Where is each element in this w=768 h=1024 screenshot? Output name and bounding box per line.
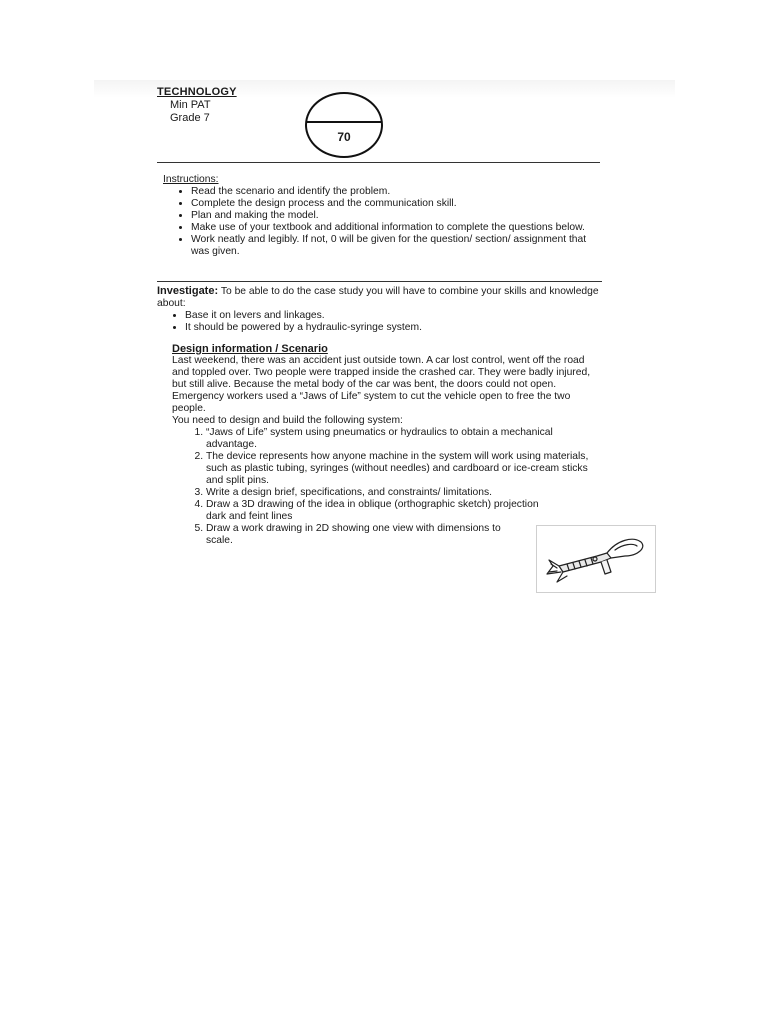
design-step: 5. Draw a work drawing in 2D showing one view with dimensions to scale. (206, 523, 506, 547)
instruction-item: • Read the scenario and identify the problem. (191, 186, 603, 198)
jaws-of-life-figure (536, 525, 656, 593)
investigate-item: • Base it on levers and linkages. (185, 310, 602, 322)
score-divider (307, 121, 381, 123)
instruction-item: • Make use of your textbook and additional information to complete the questions below. (191, 222, 603, 234)
instruction-item: • Work neatly and legibly. If not, 0 will be given for the question/ section/ assignment that was given. (191, 234, 603, 258)
assessment-name: Min PAT (170, 99, 211, 111)
total-marks: 70 (337, 130, 351, 144)
investigate-item: • It should be powered by a hydraulic-syringe system. (185, 322, 602, 334)
subject-title: TECHNOLOGY (157, 86, 237, 98)
design-step: 1. “Jaws of Life” system using pneumatics or hydraulics to obtain a mechanical advantage. (206, 427, 602, 451)
design-step: 4. Draw a 3D drawing of the idea in oblique (orthographic sketch) projection dark and feint lines (206, 499, 546, 523)
investigate-text: To be able to do the case study you will have to combine your skills and knowledge about: (157, 286, 599, 309)
grade-label: Grade 7 (170, 112, 210, 124)
instruction-item: • Complete the design process and the communication skill. (191, 198, 603, 210)
instructions-section (163, 174, 603, 258)
design-heading: Design information / Scenario (172, 343, 328, 355)
design-intro: You need to design and build the following system: (172, 415, 403, 426)
jaws-of-life-icon (537, 526, 655, 592)
instructions-title: Instructions: (163, 174, 219, 185)
investigate-section (157, 285, 602, 334)
design-step: 2. The device represents how anyone machine in the system will work using materials, such as plastic tubing, syringes (without needles) and cardboard or ice-cream sticks and split pins. (206, 451, 602, 487)
investigate-label: Investigate: (157, 285, 219, 297)
design-step: 3. Write a design brief, specifications, and constraints/ limitations. (206, 487, 602, 499)
instruction-item: • Plan and making the model. (191, 210, 603, 222)
document-header (157, 86, 237, 125)
score-circle (305, 92, 383, 158)
divider-line (157, 281, 602, 282)
divider-line (157, 162, 600, 163)
scenario-text: Last weekend, there was an accident just outside town. A car lost control, went off the road and toppled over. Two people were trapped inside the crashed car. They were badly injured, but still alive. Because the metal body of the car was bent, the doors could not open. Emergency workers used a “Jaws of Life” system to cut the vehicle open to free the two people. (172, 355, 591, 414)
design-section (172, 343, 602, 547)
